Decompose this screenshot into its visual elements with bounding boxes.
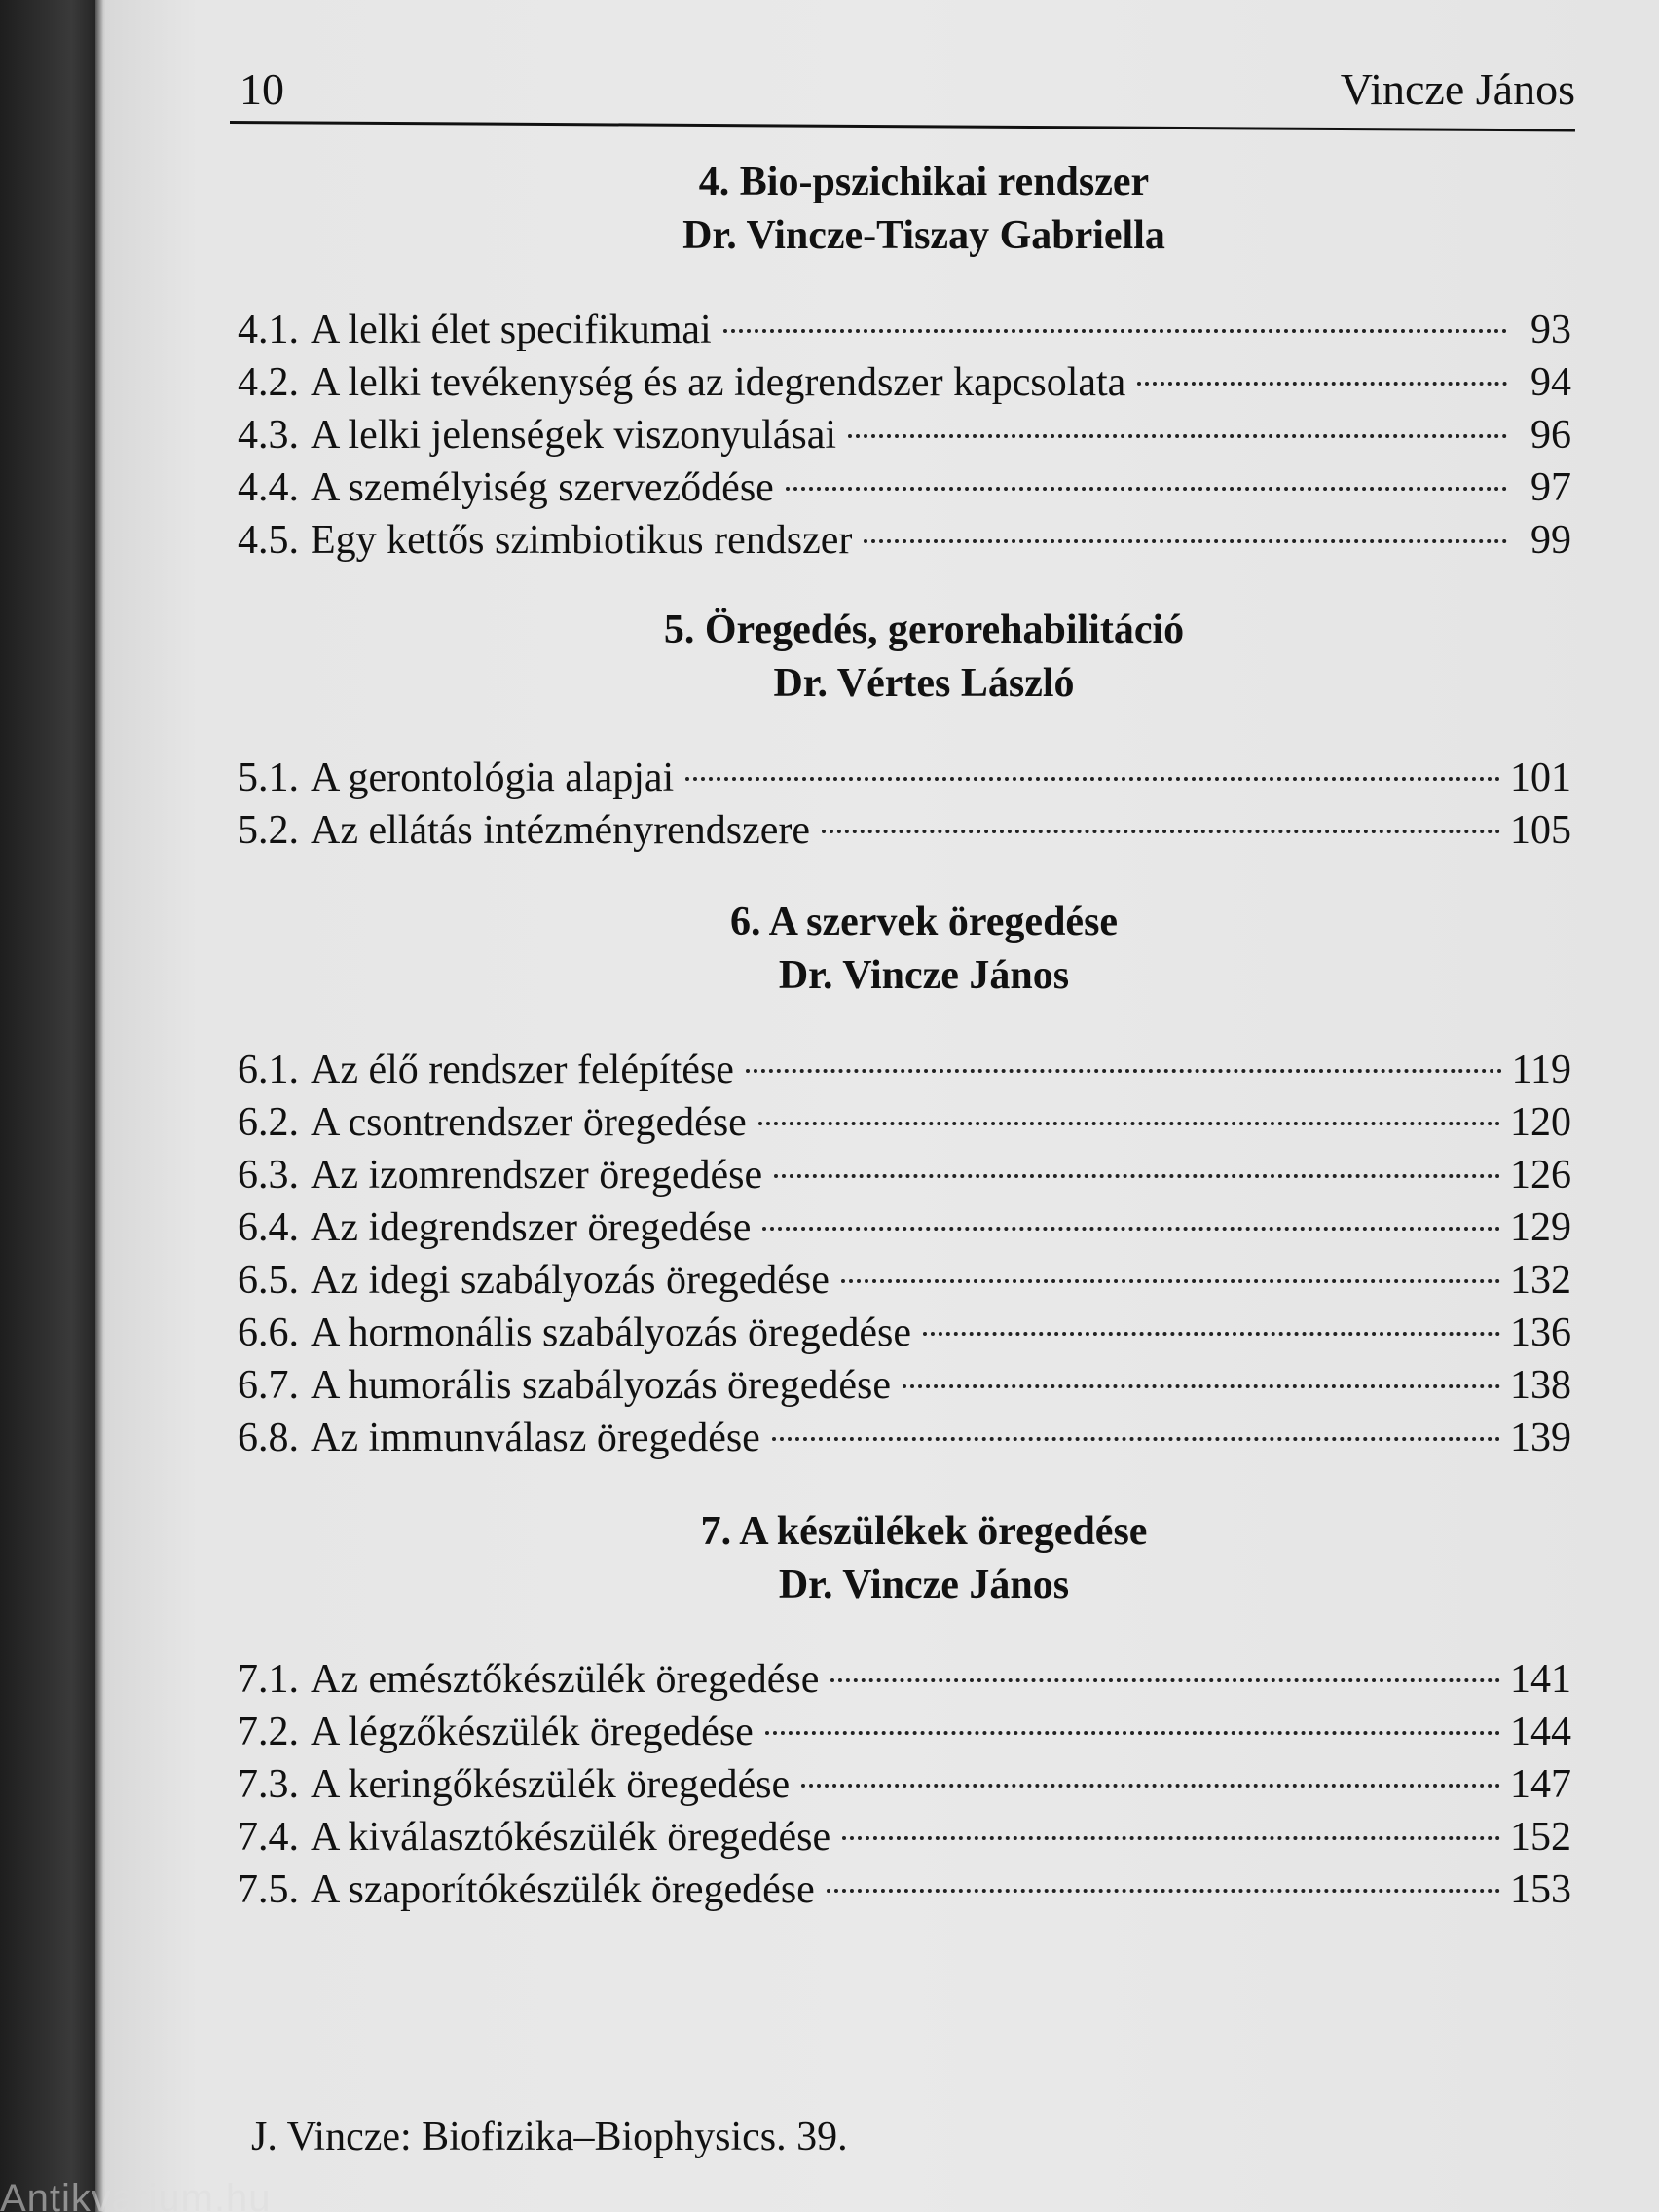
running-header [230,60,1575,119]
entry-number: 4.2. [238,360,299,405]
entry-title: Az idegi szabályozás öregedése [311,1258,830,1303]
toc-entry [238,804,1571,857]
entry-title: Az idegrendszer öregedése [311,1205,752,1250]
toc-entry [238,1359,1571,1412]
entry-title: A lelki élet specifikumai [311,308,712,352]
entry-number: 6.6. [238,1310,299,1355]
entry-title: A keringőkészülék öregedése [311,1762,791,1807]
dot-leader [841,1279,1500,1283]
entry-page: 132 [1510,1258,1571,1303]
section-author: Dr. Vincze János [778,953,1070,998]
running-author: Vincze János [1340,64,1575,114]
footer-reference: J. Vincze: Biofizika–Biophysics. 39. [251,2115,848,2159]
entry-page: 144 [1510,1710,1571,1754]
toc-entry [238,1307,1571,1359]
toc-entry [238,1149,1571,1201]
entry-number: 6.7. [238,1363,299,1408]
toc-entry [238,1254,1571,1307]
entry-page: 152 [1510,1815,1571,1860]
toc-entry [238,1863,1571,1916]
table-of-contents [238,156,1571,1916]
dot-leader [923,1332,1500,1336]
entry-number: 6.2. [238,1100,299,1145]
dot-leader [1137,382,1507,386]
entry-number: 7.2. [238,1710,299,1754]
dot-leader [762,1227,1500,1231]
toc-entry [238,409,1571,461]
dot-leader [786,487,1507,491]
entry-title: A hormonális szabályozás öregedése [311,1310,911,1355]
entry-title: A személyiség szerveződése [311,465,774,510]
entry-number: 6.1. [238,1048,299,1092]
entry-page: 99 [1530,518,1571,563]
entry-page: 93 [1530,308,1571,352]
dot-leader [864,539,1507,543]
entry-title: A lelki jelenségek viszonyulásai [311,413,837,458]
entry-number: 6.3. [238,1153,299,1198]
entry-page: 147 [1510,1762,1571,1807]
toc-entry [238,1758,1571,1811]
book-spine [0,0,102,2212]
toc-entry [238,1044,1571,1096]
toc-entry [238,1653,1571,1706]
section-title: 6. A szervek öregedése [729,900,1119,944]
section-author: Dr. Vincze János [778,1563,1070,1607]
dot-leader [903,1384,1500,1388]
header-rule [230,121,1575,131]
section-title: 7. A készülékek öregedése [700,1509,1148,1554]
entry-page: 141 [1510,1657,1571,1702]
dot-leader [758,1122,1500,1125]
section-gap [238,567,1571,604]
page-number: 10 [240,64,284,114]
section-gap [238,857,1571,896]
book-page [105,0,1659,2212]
toc-entry [238,461,1571,514]
toc-entry [238,356,1571,409]
entry-page: 120 [1510,1100,1571,1145]
dot-leader [822,830,1500,833]
entry-page: 129 [1510,1205,1571,1250]
entry-title: A gerontológia alapjai [311,756,675,800]
entry-number: 7.1. [238,1657,299,1702]
dot-leader [842,1836,1500,1840]
entry-number: 4.5. [238,518,299,563]
section-entries [238,304,1571,567]
entry-title: A kiválasztókészülék öregedése [311,1815,831,1860]
section-entries [238,752,1571,857]
entry-title: A humorális szabályozás öregedése [311,1363,891,1408]
entry-number: 5.2. [238,808,299,853]
dot-leader [765,1731,1500,1735]
section-author: Dr. Vincze-Tiszay Gabriella [682,213,1165,258]
toc-section-4 [238,156,1571,567]
entry-page: 153 [1510,1867,1571,1912]
entry-title: Az élő rendszer felépítése [311,1048,734,1092]
entry-page: 97 [1530,465,1571,510]
entry-number: 6.4. [238,1205,299,1250]
entry-number: 4.4. [238,465,299,510]
entry-page: 101 [1510,756,1571,800]
toc-section-7 [238,1505,1571,1916]
entry-page: 96 [1530,413,1571,458]
entry-title: A szaporítókészülék öregedése [311,1867,815,1912]
toc-entry [238,752,1571,804]
toc-section-5 [238,604,1571,857]
section-title: 4. Bio-pszichikai rendszer [698,160,1150,204]
entry-number: 4.1. [238,308,299,352]
toc-entry [238,1811,1571,1863]
entry-title: Az emésztőkészülék öregedése [311,1657,820,1702]
dot-leader [827,1889,1500,1893]
entry-number: 4.3. [238,413,299,458]
entry-number: 5.1. [238,756,299,800]
dot-leader [746,1069,1502,1073]
toc-entry [238,1706,1571,1758]
toc-entry [238,304,1571,356]
dot-leader [774,1174,1500,1178]
section-entries [238,1653,1571,1916]
entry-title: Az ellátás intézményrendszere [311,808,811,853]
section-title: 5. Öregedés, gerorehabilitáció [663,608,1185,652]
entry-page: 119 [1511,1048,1571,1092]
entry-number: 7.3. [238,1762,299,1807]
entry-page: 139 [1510,1416,1571,1460]
dot-leader [723,329,1507,333]
entry-title: A lelki tevékenység és az idegrendszer kapcsolata [311,360,1126,405]
dot-leader [685,777,1500,781]
dot-leader [801,1784,1500,1788]
section-entries [238,1044,1571,1464]
entry-number: 6.5. [238,1258,299,1303]
entry-page: 126 [1510,1153,1571,1198]
entry-number: 6.8. [238,1416,299,1460]
entry-title: Egy kettős szimbiotikus rendszer [311,518,853,563]
toc-entry [238,1096,1571,1149]
entry-title: A csontrendszer öregedése [311,1100,747,1145]
entry-page: 138 [1510,1363,1571,1408]
toc-entry [238,1412,1571,1464]
entry-number: 7.5. [238,1867,299,1912]
watermark-text: Antikvarium.hu [0,2177,272,2212]
entry-title: A légzőkészülék öregedése [311,1710,754,1754]
toc-entry [238,1201,1571,1254]
section-gap [238,1464,1571,1505]
entry-page: 136 [1510,1310,1571,1355]
entry-title: Az immunválasz öregedése [311,1416,760,1460]
entry-title: Az izomrendszer öregedése [311,1153,763,1198]
dot-leader [848,434,1507,438]
entry-number: 7.4. [238,1815,299,1860]
toc-entry [238,514,1571,567]
dot-leader [830,1678,1500,1682]
dot-leader [772,1437,1500,1441]
section-author: Dr. Vértes László [773,661,1075,706]
entry-page: 94 [1530,360,1571,405]
entry-page: 105 [1510,808,1571,853]
toc-section-6 [238,896,1571,1464]
